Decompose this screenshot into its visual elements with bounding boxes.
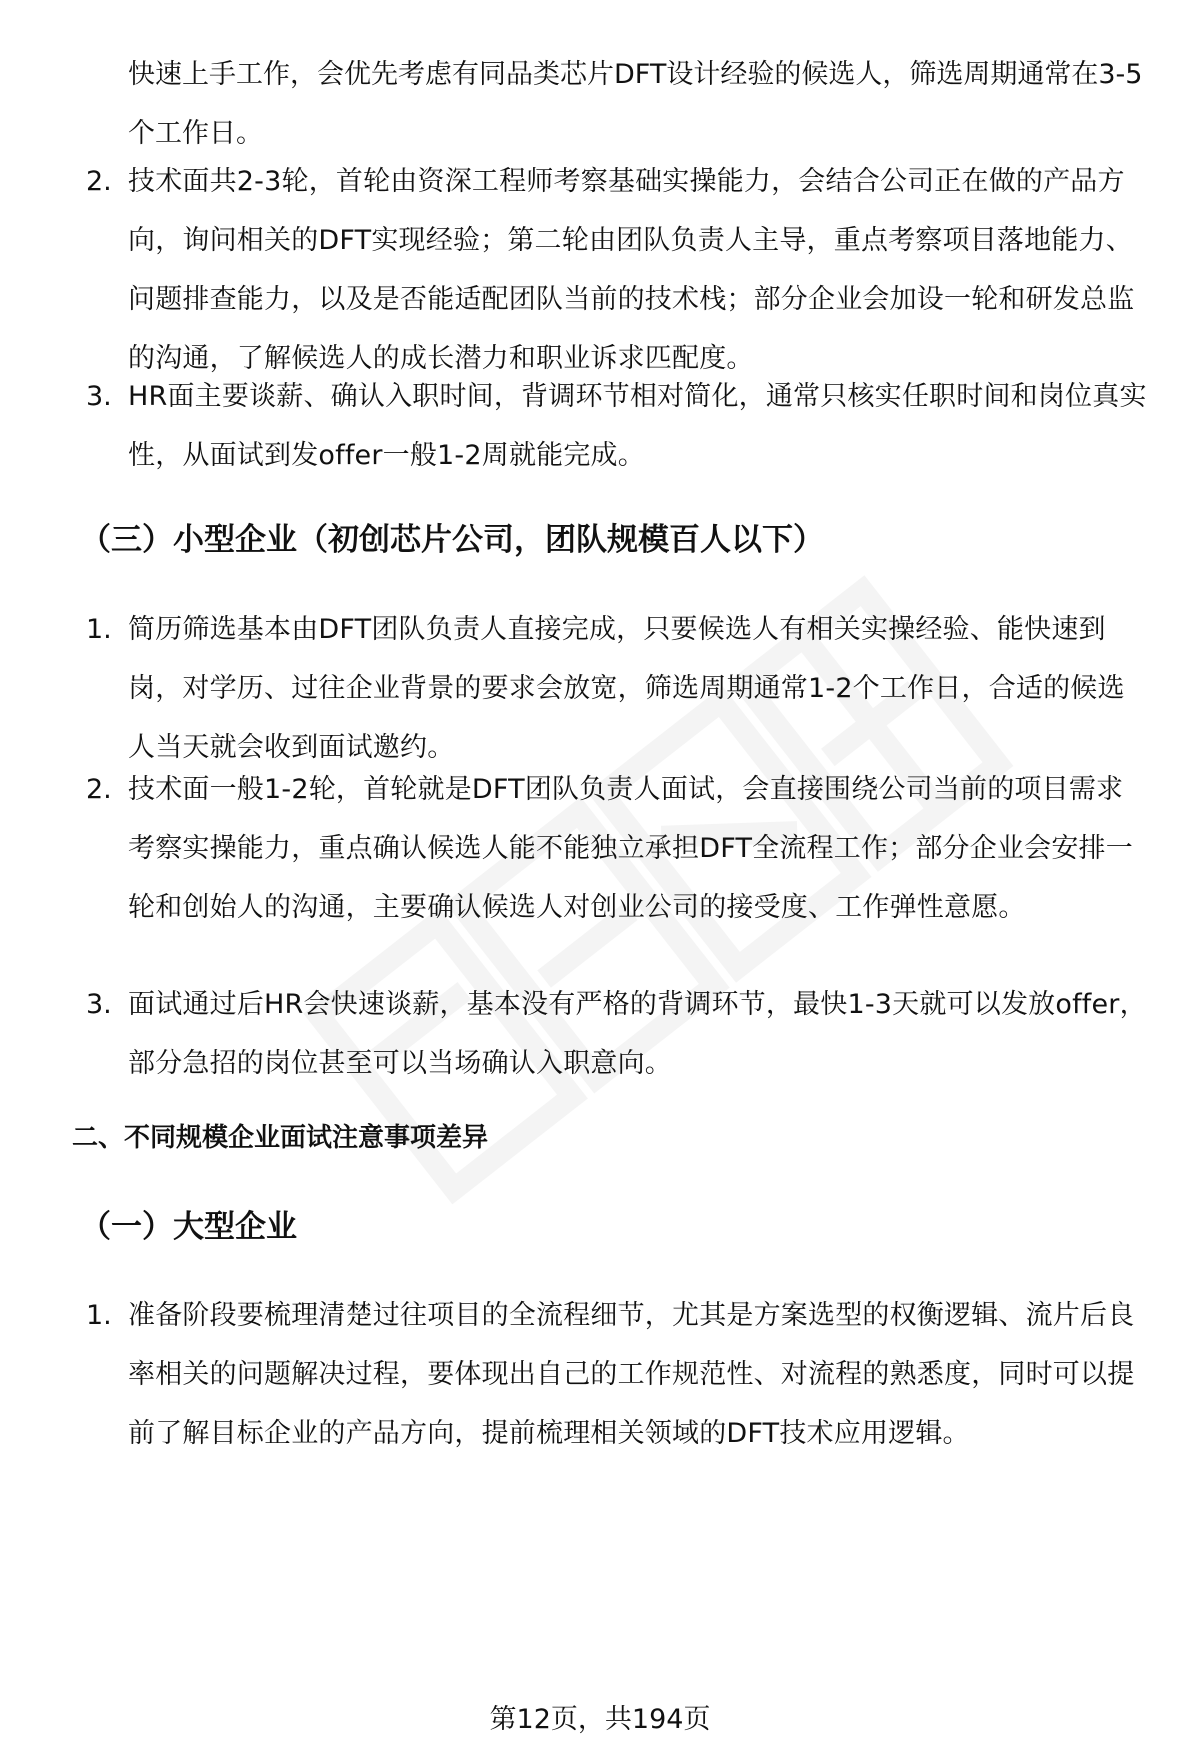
continuation-paragraph: 快速上手工作，会优先考虑有同品类芯片DFT设计经验的候选人，筛选周期通常在3-5个工作日。	[128, 59, 1143, 149]
list-item-number: 1.	[86, 614, 112, 645]
list-item-text: 面试通过后HR会快速谈薪，基本没有严格的背调环节，最快1-3天就可以发放offer，部分急招的岗位甚至可以当场确认入职意向。	[128, 989, 1147, 1079]
page-number-footer: 第12页，共194页	[489, 1704, 711, 1735]
list-item-text: 准备阶段要梳理清楚过往项目的全流程细节，尤其是方案选型的权衡逻辑、流片后良率相关的问题解决过程，要体现出自己的工作规范性、对流程的熟悉度，同时可以提前了解目标企业的产品方向，提前梳理相关领域的DFT技术应用逻辑。	[128, 1300, 1135, 1449]
subsection-heading-large-enterprise: （一）大型企业	[80, 1209, 297, 1245]
list-item-number: 2.	[86, 166, 112, 197]
list-item-text: 技术面一般1-2轮，首轮就是DFT团队负责人面试，会直接围绕公司当前的项目需求考察实操能力，重点确认候选人能不能独立承担DFT全流程工作；部分企业会安排一轮和创始人的沟通，主要确认候选人对创业公司的接受度、工作弹性意愿。	[128, 774, 1133, 923]
list-item-number: 2.	[86, 774, 112, 805]
list-item-number: 3.	[86, 989, 112, 1020]
list-item-number: 1.	[86, 1300, 112, 1331]
list-item-text: 技术面共2-3轮，首轮由资深工程师考察基础实操能力，会结合公司正在做的产品方向，询问相关的DFT实现经验；第二轮由团队负责人主导，重点考察项目落地能力、问题排查能力，以及是否能适配团队当前的技术栈；部分企业会加设一轮和研发总监的沟通，了解候选人的成长潜力和职业诉求匹配度。	[128, 166, 1135, 374]
part-two-heading: 二、不同规模企业面试注意事项差异	[72, 1123, 489, 1153]
list-item-text: 简历筛选基本由DFT团队负责人直接完成，只要候选人有相关实操经验、能快速到岗，对学历、过往企业背景的要求会放宽，筛选周期通常1-2个工作日，合适的候选人当天就会收到面试邀约。	[128, 614, 1125, 763]
section-heading-small-enterprise: （三）小型企业（初创芯片公司，团队规模百人以下）	[80, 522, 824, 558]
list-item-number: 3.	[86, 381, 112, 412]
list-item-text: HR面主要谈薪、确认入职时间，背调环节相对简化，通常只核实任职时间和岗位真实性，从面试到发offer一般1-2周就能完成。	[128, 381, 1147, 471]
